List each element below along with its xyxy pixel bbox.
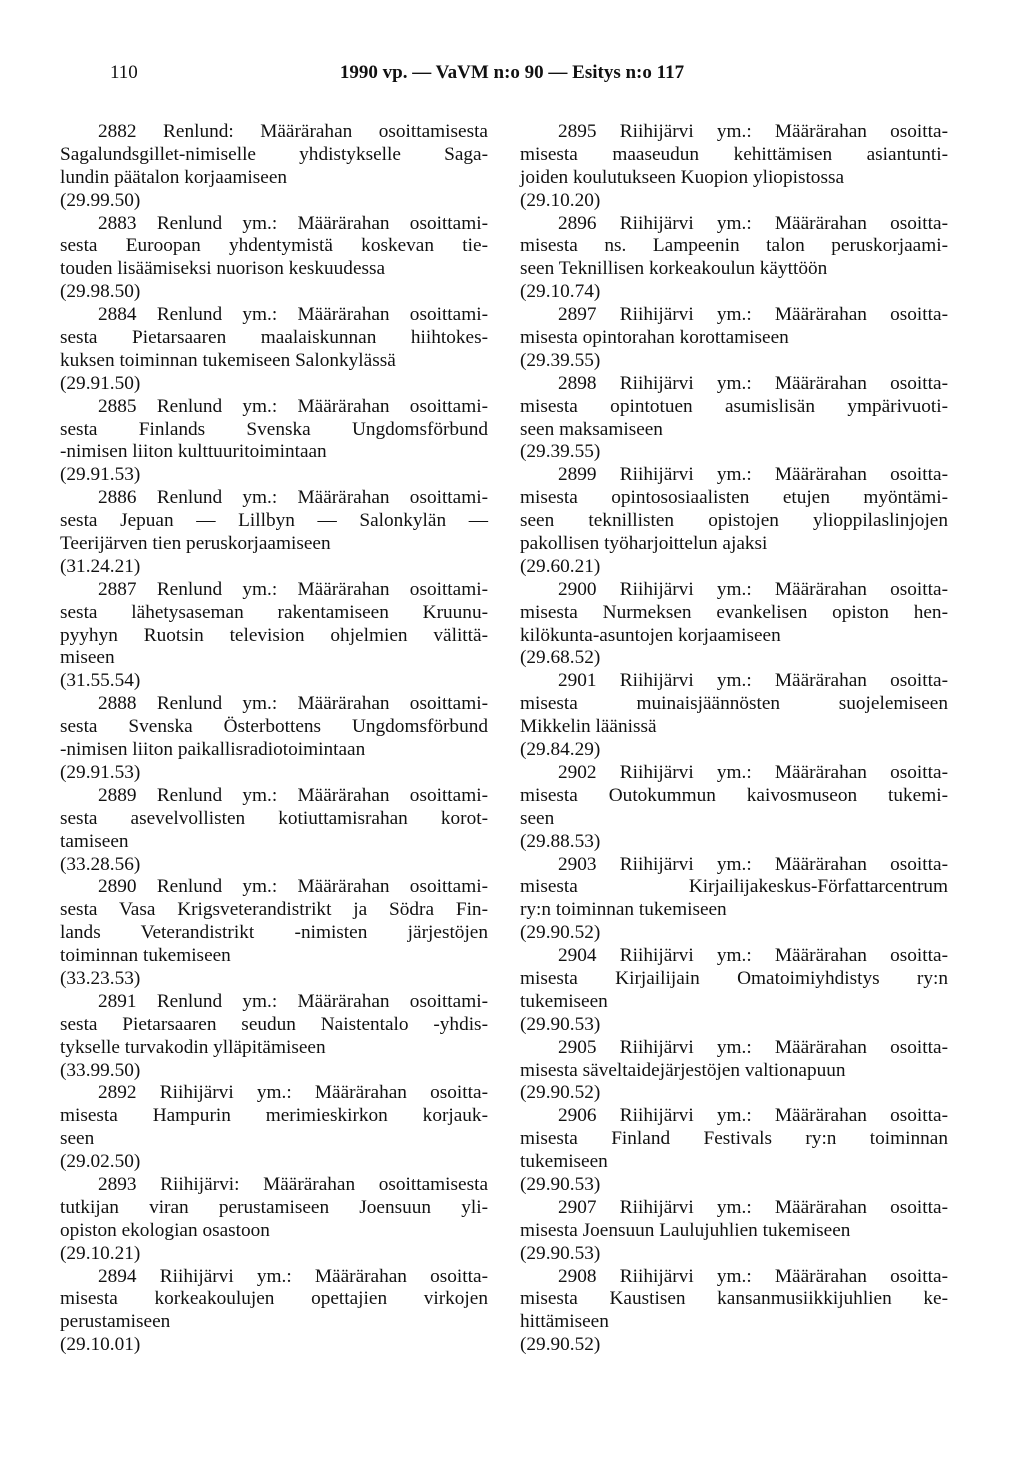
entry-code: (29.90.53)	[520, 1173, 601, 1195]
entry-line: 2908 Riihijärvi ym.: Määrärahan osoitta-	[558, 1265, 948, 1287]
entry-line: 2904 Riihijärvi ym.: Määrärahan osoitta-	[558, 945, 948, 967]
entry-line: 2896 Riihijärvi ym.: Määrärahan osoitta-	[558, 212, 948, 234]
entry-line: sesta lähetysaseman rakentamiseen Kruunu-	[60, 601, 488, 623]
entry-code: (29.91.53)	[60, 464, 141, 486]
entry-line: misesta opintotuen asumislisän ympärivuoti-	[520, 395, 948, 417]
entry-line: pyyhyn Ruotsin television ohjelmien välittä-	[60, 624, 488, 646]
motion-entry	[520, 373, 948, 465]
entry-line: 2893 Riihijärvi: Määrärahan osoittamisesta	[98, 1173, 488, 1195]
entry-line: 2882 Renlund: Määrärahan osoittamisesta	[98, 121, 488, 142]
left-column	[60, 121, 488, 1357]
page-header	[0, 62, 1024, 88]
motion-entry	[60, 213, 488, 305]
motion-entry	[520, 762, 948, 854]
entry-line: tykselle turvakodin ylläpitämiseen	[60, 1036, 326, 1058]
motion-entry	[520, 1105, 948, 1197]
entry-line: seen Teknillisen korkeakoulun käyttöön	[520, 258, 828, 280]
entry-code: (29.90.53)	[520, 1242, 601, 1264]
entry-line: pakollisen työharjoittelun ajaksi	[520, 533, 768, 555]
entry-line: misesta korkeakoulujen opettajien virkojen	[60, 1288, 488, 1310]
entry-line: seen	[60, 1128, 95, 1150]
entry-line: 2888 Renlund ym.: Määrärahan osoittami-	[98, 693, 488, 715]
entry-line: misesta muinaisjäännösten suojelemiseen	[520, 693, 948, 715]
motion-entry	[60, 991, 488, 1083]
entry-line: sesta Pietarsaaren seudun Naistentalo -yhdis-	[60, 1013, 488, 1035]
entry-code: (29.84.29)	[520, 739, 601, 761]
running-title: 1990 vp. — VaVM n:o 90 — Esitys n:o 117	[339, 62, 685, 83]
entry-line: 2894 Riihijärvi ym.: Määrärahan osoitta-	[98, 1265, 488, 1287]
entry-line: 2886 Renlund ym.: Määrärahan osoittami-	[98, 487, 488, 509]
motion-entry	[60, 121, 488, 213]
entry-line: sesta asevelvollisten kotiuttamisrahan korot-	[60, 807, 488, 829]
entry-line: Sagalundsgillet-nimiselle yhdistykselle Saga-	[60, 143, 488, 165]
motion-entry	[520, 304, 948, 373]
entry-line: sesta Finlands Svenska Ungdomsförbund	[60, 418, 488, 440]
entry-code: (33.28.56)	[60, 853, 141, 875]
entry-line: kilökunta-asuntojen korjaamiseen	[520, 624, 781, 646]
motion-entry	[60, 1266, 488, 1358]
entry-line: misesta opintososiaalisten etujen myöntämi-	[520, 487, 948, 509]
entry-line: misesta Nurmeksen evankelisen opiston hen-	[520, 601, 948, 623]
motion-entry	[60, 1174, 488, 1266]
entry-line: misesta Kirjailijakeskus-Författarcentrum	[520, 876, 948, 898]
entry-line: miseen	[60, 647, 115, 669]
entry-line: 2906 Riihijärvi ym.: Määrärahan osoitta-	[558, 1105, 948, 1127]
entry-line: 2885 Renlund ym.: Määrärahan osoittami-	[98, 395, 488, 417]
entry-code: (29.90.52)	[520, 922, 601, 944]
entry-line: seen teknillisten opistojen ylioppilaslinjojen	[520, 510, 948, 532]
entry-code: (29.68.52)	[520, 647, 601, 669]
entry-code: (31.55.54)	[60, 670, 141, 692]
entry-code: (33.23.53)	[60, 967, 141, 989]
motion-entry	[60, 785, 488, 877]
entry-line: 2890 Renlund ym.: Määrärahan osoittami-	[98, 876, 488, 898]
entry-code: (29.10.20)	[520, 189, 601, 211]
entry-code: (29.10.74)	[520, 281, 601, 303]
entry-line: 2887 Renlund ym.: Määrärahan osoittami-	[98, 578, 488, 600]
entry-line: sesta Svenska Österbottens Ungdomsförbund	[60, 716, 488, 738]
entry-code: (29.98.50)	[60, 281, 141, 303]
motion-entry	[520, 1197, 948, 1266]
entry-line: Teerijärven tien peruskorjaamiseen	[60, 533, 331, 555]
entry-code: (29.91.50)	[60, 372, 141, 394]
motion-entry	[520, 1266, 948, 1358]
motion-entry	[520, 1037, 948, 1106]
entry-line: 2895 Riihijärvi ym.: Määrärahan osoitta-	[558, 121, 948, 142]
entry-line: 2883 Renlund ym.: Määrärahan osoittami-	[98, 212, 488, 234]
entry-line: misesta Outokummun kaivosmuseon tukemi-	[520, 784, 948, 806]
entry-code: (31.24.21)	[60, 555, 141, 577]
entry-line: 2901 Riihijärvi ym.: Määrärahan osoitta-	[558, 670, 948, 692]
entry-line: tamiseen	[60, 830, 129, 852]
entry-line: 2884 Renlund ym.: Määrärahan osoittami-	[98, 304, 488, 326]
entry-code: (29.90.53)	[520, 1013, 601, 1035]
entry-line: opiston ekologian osastoon	[60, 1219, 270, 1241]
motion-entry	[60, 396, 488, 488]
entry-code: (29.39.55)	[520, 441, 601, 463]
entry-line: toiminnan tukemiseen	[60, 945, 231, 967]
motion-entry	[60, 693, 488, 785]
entry-line: misesta Kaustisen kansanmusiikkijuhlien ke-	[520, 1288, 948, 1310]
entry-code: (29.90.52)	[520, 1082, 601, 1104]
entry-line: misesta ns. Lampeenin talon peruskorjaami-	[520, 235, 948, 257]
entry-line: seen	[520, 807, 555, 829]
entry-line: 2903 Riihijärvi ym.: Määrärahan osoitta-	[558, 853, 948, 875]
motion-entry	[60, 487, 488, 579]
entry-line: lands Veterandistrikt -nimisten järjestöjen	[60, 922, 488, 944]
entry-code: (29.10.21)	[60, 1242, 141, 1264]
entry-line: misesta Kirjailijain Omatoimiyhdistys ry:n	[520, 967, 948, 989]
entry-line: sesta Pietarsaaren maalaiskunnan hiihtokes-	[60, 327, 488, 349]
motion-entry	[60, 1082, 488, 1174]
entry-line: tutkijan viran perustamiseen Joensuun yli-	[60, 1196, 488, 1218]
motion-entry	[520, 213, 948, 305]
entry-line: 2892 Riihijärvi ym.: Määrärahan osoitta-	[98, 1082, 488, 1104]
motion-entry	[520, 670, 948, 762]
entry-code: (29.10.01)	[60, 1334, 141, 1356]
motion-entry	[520, 854, 948, 946]
entry-code: (29.91.53)	[60, 761, 141, 783]
entry-line: joiden koulutukseen Kuopion yliopistossa	[520, 166, 845, 188]
entry-line: misesta opintorahan korottamiseen	[520, 327, 789, 349]
entry-code: (29.60.21)	[520, 555, 601, 577]
entry-line: hittämiseen	[520, 1311, 609, 1333]
entry-line: tukemiseen	[520, 1151, 608, 1173]
entry-line: 2900 Riihijärvi ym.: Määrärahan osoitta-	[558, 578, 948, 600]
motion-entry	[520, 464, 948, 578]
entry-line: misesta maaseudun kehittämisen asiantunti-	[520, 143, 948, 165]
entry-code: (33.99.50)	[60, 1059, 141, 1081]
entry-line: -nimisen liiton kulttuuritoimintaan	[60, 441, 327, 463]
entry-line: sesta Vasa Krigsveterandistrikt ja Södra Fin-	[60, 899, 488, 921]
entry-line: 2897 Riihijärvi ym.: Määrärahan osoitta-	[558, 304, 948, 326]
entry-line: -nimisen liiton paikallisradiotoimintaan	[60, 739, 366, 761]
entry-line: seen maksamiseen	[520, 418, 663, 440]
motion-entry	[520, 945, 948, 1037]
motion-entry	[520, 121, 948, 213]
page-number: 110	[110, 62, 138, 83]
entry-line: lundin päätalon korjaamiseen	[60, 166, 288, 188]
entry-line: misesta säveltaidejärjestöjen valtionapuun	[520, 1059, 846, 1081]
entry-line: Mikkelin läänissä	[520, 716, 657, 738]
entry-line: misesta Hampurin merimieskirkon korjauk-	[60, 1105, 488, 1127]
entry-line: 2905 Riihijärvi ym.: Määrärahan osoitta-	[558, 1036, 948, 1058]
entry-line: 2902 Riihijärvi ym.: Määrärahan osoitta-	[558, 761, 948, 783]
motion-entry	[60, 579, 488, 693]
entry-line: tukemiseen	[520, 990, 608, 1012]
entry-line: 2889 Renlund ym.: Määrärahan osoittami-	[98, 784, 488, 806]
entry-line: misesta Joensuun Laulujuhlien tukemiseen	[520, 1219, 851, 1241]
entry-line: 2899 Riihijärvi ym.: Määrärahan osoitta-	[558, 464, 948, 486]
entry-line: 2907 Riihijärvi ym.: Määrärahan osoitta-	[558, 1196, 948, 1218]
entry-line: perustamiseen	[60, 1311, 171, 1333]
motion-entry	[60, 304, 488, 396]
motion-entry	[520, 579, 948, 671]
entry-line: touden lisäämiseksi nuorison keskuudessa	[60, 258, 386, 280]
entry-line: sesta Euroopan yhdentymistä koskevan tie-	[60, 235, 488, 257]
entry-line: kuksen toiminnan tukemiseen Salonkylässä	[60, 349, 396, 371]
entry-code: (29.99.50)	[60, 189, 141, 211]
entry-line: misesta Finland Festivals ry:n toiminnan	[520, 1128, 948, 1150]
entry-code: (29.90.52)	[520, 1334, 601, 1356]
entry-code: (29.39.55)	[520, 349, 601, 371]
entry-line: ry:n toiminnan tukemiseen	[520, 899, 727, 921]
entry-code: (29.02.50)	[60, 1151, 141, 1173]
motion-entry	[60, 876, 488, 990]
entry-line: sesta Jepuan — Lillbyn — Salonkylän —	[60, 510, 488, 532]
right-column	[520, 121, 948, 1357]
entry-line: 2898 Riihijärvi ym.: Määrärahan osoitta-	[558, 372, 948, 394]
entry-line: 2891 Renlund ym.: Määrärahan osoittami-	[98, 990, 488, 1012]
entry-code: (29.88.53)	[520, 830, 601, 852]
